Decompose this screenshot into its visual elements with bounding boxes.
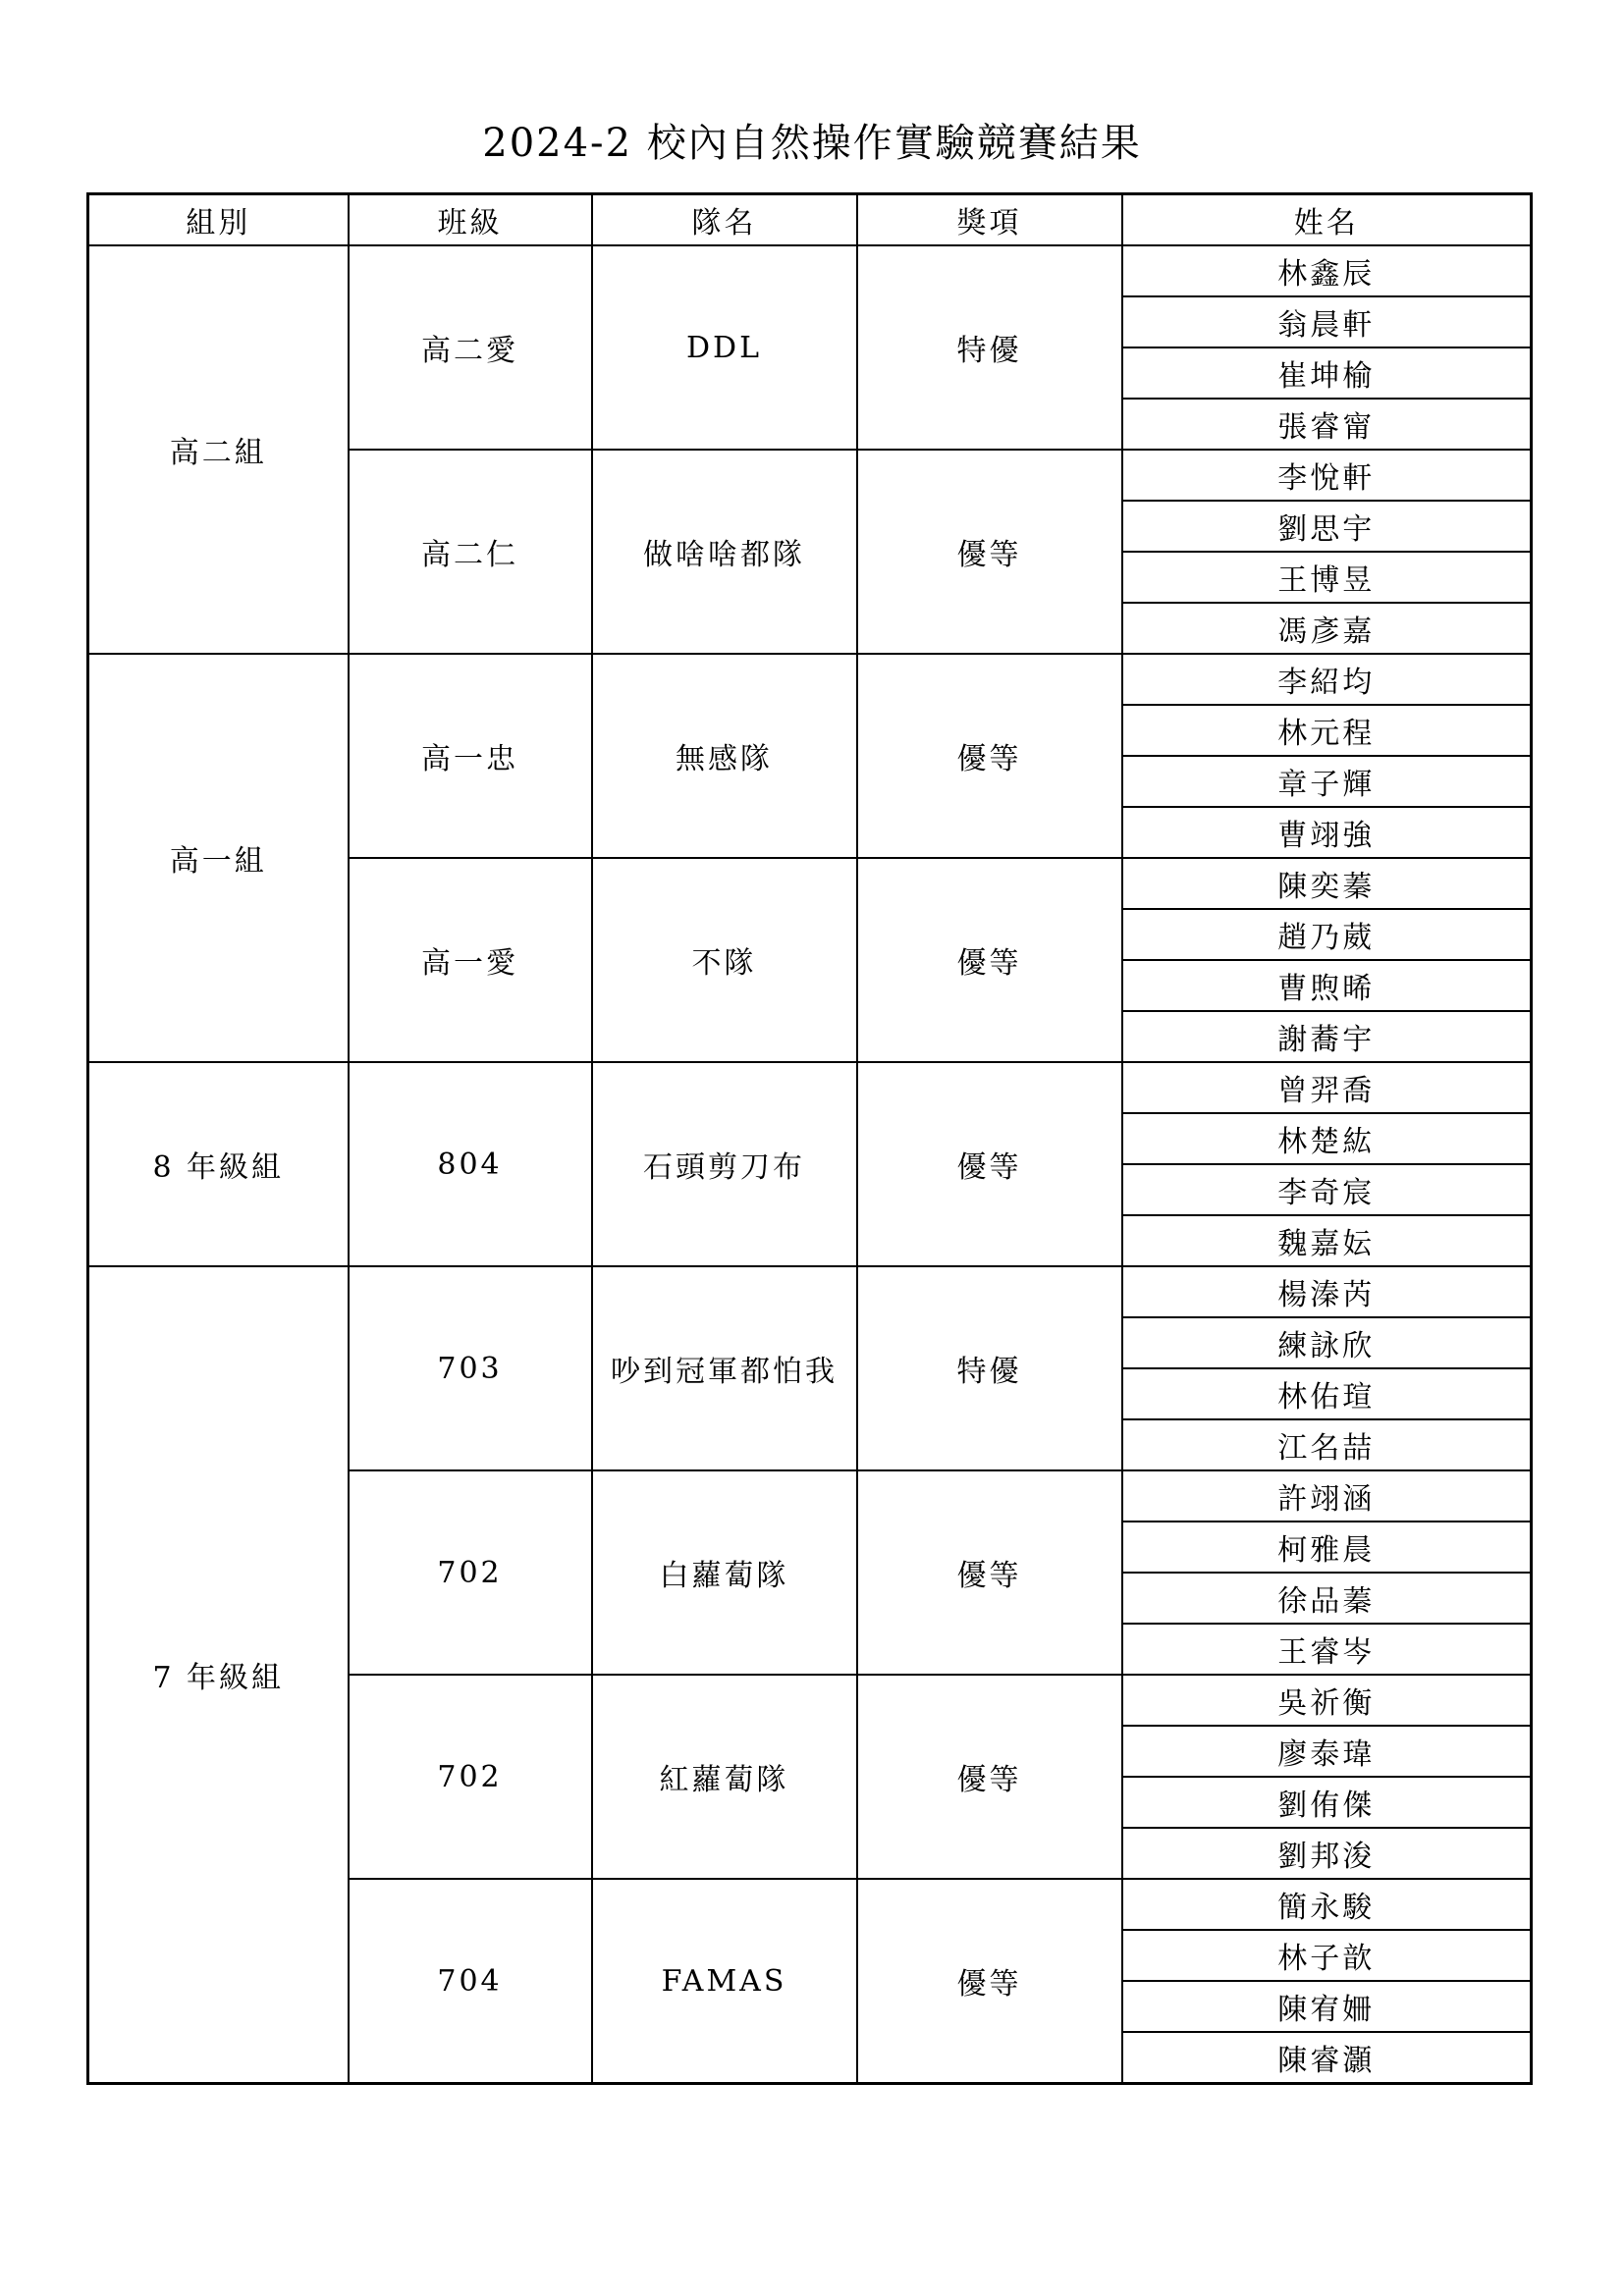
member-name-cell: 練詠欣 — [1122, 1317, 1532, 1368]
member-name-cell: 李紹均 — [1122, 654, 1532, 705]
group-cell: 8 年級組 — [88, 1062, 349, 1266]
member-name-cell: 劉邦浚 — [1122, 1828, 1532, 1879]
group-cell: 高二組 — [88, 245, 349, 654]
team-cell: 白蘿蔔隊 — [592, 1470, 857, 1675]
member-name-cell: 謝蕎宇 — [1122, 1011, 1532, 1062]
class-cell: 702 — [349, 1675, 592, 1879]
member-name-cell: 江名喆 — [1122, 1419, 1532, 1470]
group-cell: 高一組 — [88, 654, 349, 1062]
header-group: 組別 — [88, 194, 349, 246]
member-name-cell: 劉思宇 — [1122, 501, 1532, 552]
table-row — [88, 245, 1532, 296]
table-row — [88, 1062, 1532, 1113]
award-cell: 特優 — [857, 245, 1122, 450]
member-name-cell: 曹煦晞 — [1122, 960, 1532, 1011]
member-name-cell: 簡永駿 — [1122, 1879, 1532, 1930]
member-name-cell: 王博昱 — [1122, 552, 1532, 603]
team-cell: 不隊 — [592, 858, 857, 1062]
team-cell: FAMAS — [592, 1879, 857, 2084]
member-name-cell: 楊溱芮 — [1122, 1266, 1532, 1317]
header-award: 獎項 — [857, 194, 1122, 246]
member-name-cell: 翁晨軒 — [1122, 296, 1532, 347]
member-name-cell: 陳宥姍 — [1122, 1981, 1532, 2032]
class-cell: 804 — [349, 1062, 592, 1266]
member-name-cell: 柯雅晨 — [1122, 1522, 1532, 1573]
member-name-cell: 林佑瑄 — [1122, 1368, 1532, 1419]
member-name-cell: 林元程 — [1122, 705, 1532, 756]
results-table — [86, 192, 1533, 2085]
member-name-cell: 魏嘉妘 — [1122, 1215, 1532, 1266]
member-name-cell: 廖泰瑋 — [1122, 1726, 1532, 1777]
class-cell: 702 — [349, 1470, 592, 1675]
class-cell: 704 — [349, 1879, 592, 2084]
award-cell: 優等 — [857, 1675, 1122, 1879]
class-cell: 高二愛 — [349, 245, 592, 450]
team-cell: 做啥啥都隊 — [592, 450, 857, 654]
class-cell: 703 — [349, 1266, 592, 1470]
member-name-cell: 許翊涵 — [1122, 1470, 1532, 1522]
member-name-cell: 王睿岑 — [1122, 1624, 1532, 1675]
header-team: 隊名 — [592, 194, 857, 246]
member-name-cell: 曾羿喬 — [1122, 1062, 1532, 1113]
award-cell: 優等 — [857, 1062, 1122, 1266]
award-cell: 特優 — [857, 1266, 1122, 1470]
header-name: 姓名 — [1122, 194, 1532, 246]
member-name-cell: 劉侑傑 — [1122, 1777, 1532, 1828]
team-cell: 吵到冠軍都怕我 — [592, 1266, 857, 1470]
award-cell: 優等 — [857, 654, 1122, 858]
member-name-cell: 林楚紘 — [1122, 1113, 1532, 1164]
member-name-cell: 崔坤榆 — [1122, 347, 1532, 399]
class-cell: 高二仁 — [349, 450, 592, 654]
team-cell: 石頭剪刀布 — [592, 1062, 857, 1266]
award-cell: 優等 — [857, 450, 1122, 654]
team-cell: DDL — [592, 245, 857, 450]
member-name-cell: 徐品蓁 — [1122, 1573, 1532, 1624]
member-name-cell: 馮彥嘉 — [1122, 603, 1532, 654]
group-cell: 7 年級組 — [88, 1266, 349, 2084]
class-cell: 高一愛 — [349, 858, 592, 1062]
member-name-cell: 李奇宸 — [1122, 1164, 1532, 1215]
member-name-cell: 曹翊強 — [1122, 807, 1532, 858]
member-name-cell: 李悅軒 — [1122, 450, 1532, 501]
member-name-cell: 吳祈衡 — [1122, 1675, 1532, 1726]
member-name-cell: 陳奕蓁 — [1122, 858, 1532, 909]
header-class: 班級 — [349, 194, 592, 246]
member-name-cell: 趙乃葳 — [1122, 909, 1532, 960]
award-cell: 優等 — [857, 1879, 1122, 2084]
table-row — [88, 654, 1532, 705]
member-name-cell: 章子輝 — [1122, 756, 1532, 807]
page-title: 2024-2 校內自然操作實驗競賽結果 — [482, 121, 1142, 166]
award-cell: 優等 — [857, 1470, 1122, 1675]
class-cell: 高一忠 — [349, 654, 592, 858]
member-name-cell: 張睿甯 — [1122, 399, 1532, 450]
member-name-cell: 林子歆 — [1122, 1930, 1532, 1981]
member-name-cell: 林鑫辰 — [1122, 245, 1532, 296]
member-name-cell: 陳睿灝 — [1122, 2032, 1532, 2084]
team-cell: 無感隊 — [592, 654, 857, 858]
table-row — [88, 1266, 1532, 1317]
team-cell: 紅蘿蔔隊 — [592, 1675, 857, 1879]
results-body — [88, 245, 1532, 2084]
award-cell: 優等 — [857, 858, 1122, 1062]
header-row — [88, 194, 1532, 246]
